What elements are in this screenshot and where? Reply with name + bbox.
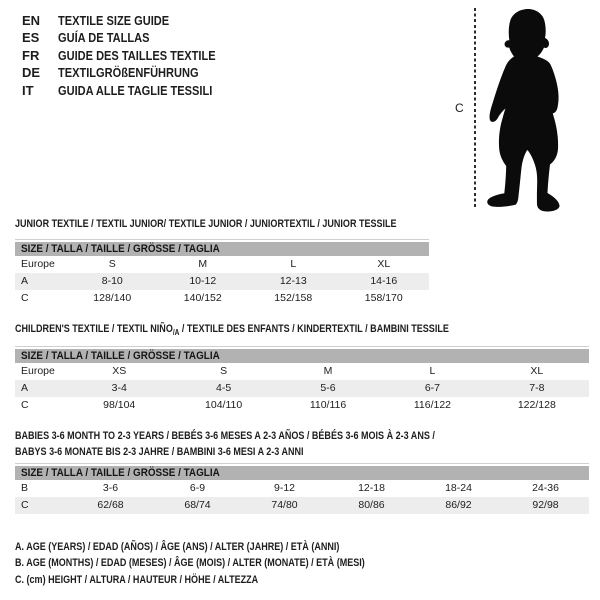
row-label: Europe — [21, 365, 55, 378]
size-cell: S — [108, 258, 116, 270]
language-code: IT — [22, 82, 34, 98]
size-cell: 110/116 — [309, 399, 347, 412]
size-cell: XL — [377, 258, 391, 270]
row-label: B — [21, 482, 29, 494]
guide-title-fr: GUIDE DES TAILLES TEXTILE — [58, 47, 216, 63]
junior-table-title-text: JUNIOR TEXTILE / TEXTIL JUNIOR/ TEXTILE JUNIOR / JUNIORTEXTIL / JUNIOR TESSILE — [15, 218, 397, 230]
row-label: Europe — [21, 258, 55, 270]
size-cell: 98/104 — [103, 399, 136, 412]
size-cell: 7-8 — [529, 382, 545, 395]
size-cell: M — [323, 365, 333, 378]
footnote-c: C. (cm) HEIGHT / ALTURA / HAUTEUR / HÖHE / ALTEZZA — [15, 573, 259, 586]
title-pre: CHILDREN'S TEXTILE / TEXTIL NIÑO — [15, 323, 173, 335]
size-cell: 5-6 — [320, 382, 336, 395]
row-label: A — [21, 275, 29, 287]
footnote-b: B. AGE (MONTHS) / EDAD (MESES) / ÂGE (MOIS) / ALTER (MONATE) / ETÀ (MESI) — [15, 557, 365, 570]
size-cell: 6-7 — [424, 382, 441, 395]
size-cell: XL — [530, 365, 544, 378]
row-label: C — [21, 292, 29, 304]
table-row — [15, 380, 589, 397]
size-header-text: SIZE / TALLA / TAILLE / GRÖSSE / TAGLIA — [21, 467, 220, 479]
size-cell: 152/158 — [274, 292, 313, 304]
table-row — [15, 273, 429, 290]
size-cell: 140/152 — [183, 292, 222, 304]
language-code: EN — [22, 13, 41, 28]
language-row-fr — [22, 47, 243, 64]
guide-title-de: TEXTILGRÖßENFÜHRUNG — [58, 65, 199, 81]
junior-table-title — [15, 218, 429, 231]
size-cell: 80/86 — [358, 499, 385, 511]
size-cell: 3-6 — [102, 482, 119, 494]
size-cell: 158/170 — [364, 292, 403, 304]
size-cell: L — [290, 258, 297, 270]
language-row-en — [22, 12, 243, 29]
children-table-title — [15, 323, 589, 339]
size-cell: 74/80 — [271, 499, 298, 511]
guide-title-it: GUIDA ALLE TAGLIE TESSILI — [58, 82, 213, 98]
language-row-it — [22, 82, 243, 99]
table-top-rule — [15, 463, 589, 464]
size-cell: 68/74 — [184, 499, 211, 511]
babies-title-line1: BABIES 3-6 MONTH TO 2-3 YEARS / BEBÉS 3-6 MESES A 2-3 AÑOS / BÉBÉS 3-6 MOIS À 2-3 ANS / — [15, 430, 435, 442]
size-cell: 10-12 — [189, 275, 217, 287]
size-cell: S — [220, 365, 228, 378]
table-top-rule — [15, 346, 589, 347]
language-guide — [22, 12, 243, 99]
size-cell: 12-18 — [358, 482, 385, 494]
junior-textile-table — [15, 218, 429, 307]
size-cell: 8-10 — [101, 275, 123, 287]
title-post: / TEXTILE DES ENFANTS / KINDERTEXTIL / BAMBINI TESSILE — [179, 323, 449, 335]
size-cell: 9-12 — [273, 482, 295, 494]
size-header-bar — [15, 242, 429, 256]
size-cell: 104/110 — [205, 399, 243, 412]
language-code: ES — [22, 30, 40, 46]
size-cell: 3-4 — [111, 382, 127, 395]
language-code: DE — [22, 65, 41, 81]
size-cell: 116/122 — [413, 399, 452, 412]
size-header-text: SIZE / TALLA / TAILLE / GRÖSSE / TAGLIA — [21, 243, 220, 255]
children-table-title-text — [15, 323, 449, 339]
size-cell: 4-5 — [216, 382, 232, 395]
child-figure-block — [450, 0, 600, 222]
size-cell: 122/128 — [517, 399, 556, 412]
babies-textile-table — [15, 428, 589, 514]
table-row — [15, 397, 589, 414]
size-cell: 92/98 — [532, 499, 559, 511]
babies-table-title — [15, 428, 589, 460]
babies-title-line2: BABYS 3-6 MONATE BIS 2-3 JAHRE / BAMBINI 3-6 MESI A 2-3 ANNI — [15, 446, 304, 458]
language-row-de — [22, 64, 243, 81]
table-row — [15, 497, 589, 514]
row-label: C — [21, 499, 29, 511]
toddler-silhouette-icon — [480, 0, 600, 220]
table-top-rule — [15, 239, 429, 240]
size-cell: XS — [112, 365, 127, 378]
size-cell: 86/92 — [445, 499, 472, 511]
table-row — [15, 480, 589, 497]
language-row-es — [22, 29, 243, 46]
guide-title-es: GUÍA DE TALLAS — [58, 30, 150, 46]
size-cell: 62/68 — [97, 499, 124, 511]
size-cell: 24-36 — [532, 482, 559, 494]
size-cell: 128/140 — [93, 292, 132, 304]
footnotes — [15, 539, 442, 588]
height-measure-dashed-line — [474, 8, 476, 208]
row-label: A — [21, 382, 29, 395]
table-row — [15, 363, 589, 380]
table-row — [15, 290, 429, 307]
size-cell: 12-13 — [279, 275, 307, 287]
size-header-bar — [15, 466, 589, 480]
guide-title-en: TEXTILE SIZE GUIDE — [58, 13, 170, 28]
size-cell: L — [429, 365, 436, 378]
table-row — [15, 256, 429, 273]
children-textile-table — [15, 323, 589, 414]
size-header-text: SIZE / TALLA / TAILLE / GRÖSSE / TAGLIA — [21, 350, 220, 363]
size-cell: M — [198, 258, 208, 270]
size-cell: 14-16 — [370, 275, 398, 287]
footnote-a: A. AGE (YEARS) / EDAD (AÑOS) / ÂGE (ANS) / ALTER (JAHRE) / ETÀ (ANNI) — [15, 541, 340, 553]
row-label: C — [21, 399, 29, 412]
language-code: FR — [22, 47, 40, 63]
size-header-bar — [15, 349, 589, 363]
title-subscript: /A — [172, 328, 180, 338]
size-cell: 18-24 — [445, 482, 472, 494]
size-cell: 6-9 — [189, 482, 206, 494]
height-measure-label: C — [455, 101, 464, 115]
